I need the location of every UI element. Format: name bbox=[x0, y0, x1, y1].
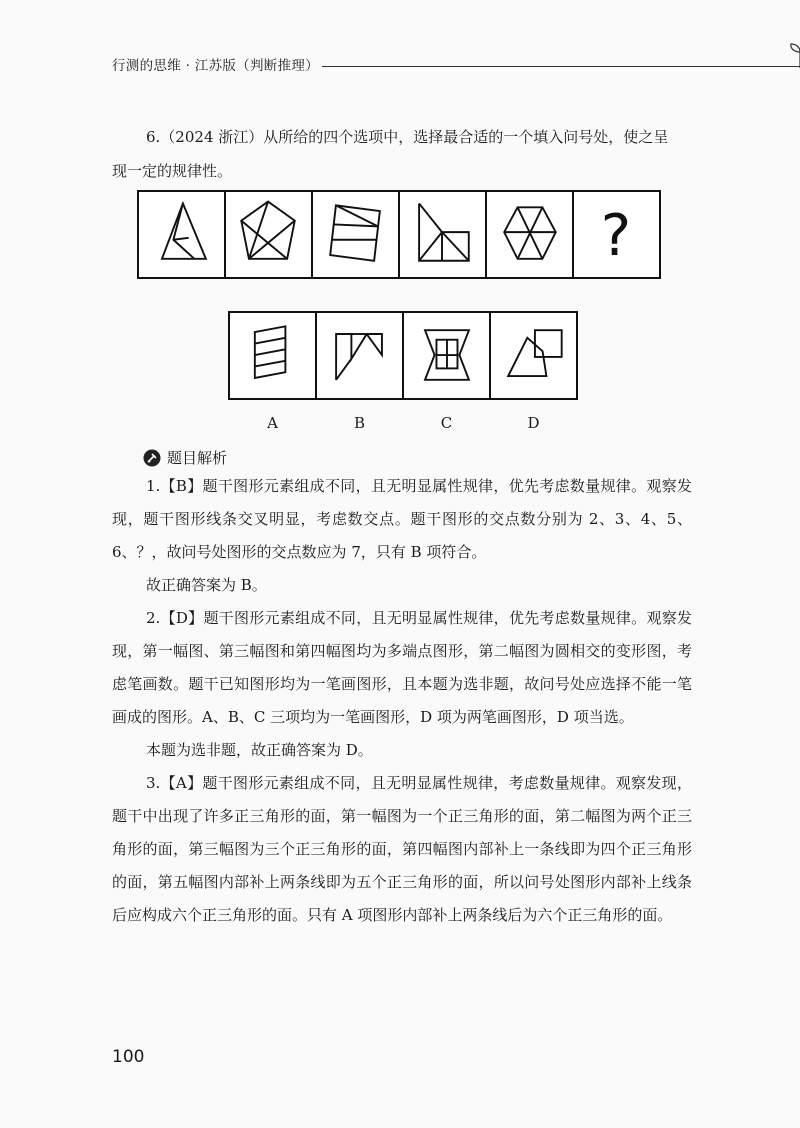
running-header bbox=[112, 52, 712, 76]
option-figure-c[interactable] bbox=[402, 311, 491, 400]
header-title: 行测的思维 · 江苏版（判断推理） bbox=[112, 58, 319, 74]
question-line-1: 6.（2024 浙江）从所给的四个选项中，选择最合适的一个填入问号处，使之呈 bbox=[146, 128, 669, 146]
question-figure-3 bbox=[311, 190, 400, 279]
option-label-c: C bbox=[440, 414, 453, 432]
question-line-2: 现一定的规律性。 bbox=[112, 162, 233, 180]
option-figure-a[interactable] bbox=[228, 311, 317, 400]
question-figure-row bbox=[137, 190, 661, 279]
page-number: 100 bbox=[112, 1047, 145, 1067]
option-figure-d[interactable] bbox=[489, 311, 578, 400]
question-stem bbox=[112, 120, 692, 188]
option-figure-row bbox=[228, 311, 578, 400]
question-figure-2 bbox=[224, 190, 313, 279]
question-mark: ? bbox=[600, 202, 632, 270]
analysis-paragraph: 2.【D】题干图形元素组成不同，且无明显属性规律，优先考虑数量规律。观察发现，第一幅图、第三幅图和第四幅图均为多端点图形，第二幅图为圆相交的变形图，考虑笔画数。题干已知图形均为一笔画图形，且本题为选非题，故问号处应选择不能一笔画成的图形。A、B、C 三项均为一笔画图形，D 项为两笔画图形，D 项当选。 bbox=[112, 609, 692, 726]
question-figure-4 bbox=[398, 190, 487, 279]
option-figure-b[interactable] bbox=[315, 311, 404, 400]
analysis-badge-icon bbox=[143, 449, 161, 467]
analysis-paragraph: 故正确答案为 B。 bbox=[146, 576, 267, 594]
analysis-paragraph: 本题为选非题，故正确答案为 D。 bbox=[146, 741, 373, 759]
question-figure-5 bbox=[485, 190, 574, 279]
option-labels bbox=[228, 414, 578, 432]
question-mark-cell bbox=[572, 190, 661, 279]
question-figure-1 bbox=[137, 190, 226, 279]
option-label-a: A bbox=[267, 414, 278, 432]
analysis-heading bbox=[143, 447, 227, 468]
header-rule bbox=[322, 66, 800, 67]
analysis-heading-text: 题目解析 bbox=[167, 449, 228, 467]
sprout-icon bbox=[788, 42, 800, 70]
option-label-b: B bbox=[353, 414, 366, 432]
analysis-body bbox=[112, 470, 692, 932]
option-label-d: D bbox=[527, 414, 540, 432]
analysis-paragraph: 1.【B】题干图形元素组成不同，且无明显属性规律，优先考虑数量规律。观察发现，题干图形线条交叉明显，考虑数交点。题干图形的交点数分别为 2、3、4、5、6、？，故问号处图形的交点数应为 7，只有 B 项符合。 bbox=[112, 477, 692, 561]
analysis-paragraph: 3.【A】题干图形元素组成不同，且无明显属性规律，考虑数量规律。观察发现，题干中出现了许多正三角形的面，第一幅图为一个正三角形的面，第二幅图为两个正三角形的面，第三幅图为三个正三角形的面，第四幅图内部补上一条线即为四个正三角形的面，第五幅图内部补上两条线即为五个正三角形的面，所以问号处图形内部补上线条后应构成六个正三角形的面。只有 A 项图形内部补上两条线后为六个正三角形的面。 bbox=[112, 774, 692, 924]
